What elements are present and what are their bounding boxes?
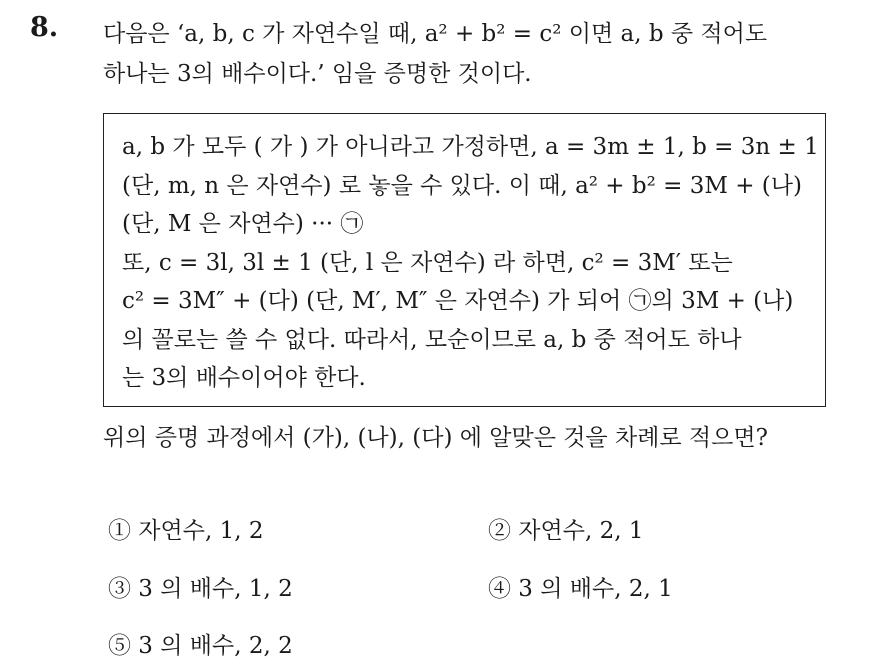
proof-text <box>122 128 822 398</box>
proof-line-2: (단, m, n 은 자연수) 로 놓을 수 있다. 이 때, a² + b² = 3M + (나) <box>122 172 802 199</box>
proof-line-1: a, b 가 모두 ( 가 ) 가 아니라고 가정하면, a = 3m ± 1, b = 3n ± 1 <box>122 134 819 160</box>
choice-1[interactable]: ① 자연수, 1, 2 <box>108 518 264 544</box>
choice-5[interactable]: ⑤ 3 의 배수, 2, 2 <box>108 633 293 659</box>
question-prompt: 위의 증명 과정에서 (가), (나), (다) 에 알맞은 것을 차례로 적으면? <box>103 425 768 451</box>
choice-3[interactable]: ③ 3 의 배수, 1, 2 <box>108 576 293 602</box>
question-number: 8. <box>30 12 59 43</box>
stem-line-2: 하나는 3의 배수이다.’ 임을 증명한 것이다. <box>103 61 532 87</box>
proof-line-7: 는 3의 배수이어야 한다. <box>122 365 366 391</box>
stem-line-1: 다음은 ‘a, b, c 가 자연수일 때, a² + b² = c² 이면 a, b 중 적어도 <box>103 21 768 47</box>
proof-line-3: (단, M 은 자연수) ··· ㉠ <box>122 211 364 237</box>
question-stem <box>103 14 873 94</box>
choice-4[interactable]: ④ 3 의 배수, 2, 1 <box>488 576 673 602</box>
proof-line-4: 또, c = 3l, 3l ± 1 (단, l 은 자연수) 라 하면, c² = 3M′ 또는 <box>122 249 733 276</box>
proof-line-5: c² = 3M″ + (다) (단, M′, M″ 은 자연수) 가 되어 ㉠의 3M + (나) <box>122 288 794 314</box>
proof-line-6: 의 꼴로는 쓸 수 없다. 따라서, 모순이므로 a, b 중 적어도 하나 <box>122 326 742 353</box>
choice-2[interactable]: ② 자연수, 2, 1 <box>488 518 644 544</box>
